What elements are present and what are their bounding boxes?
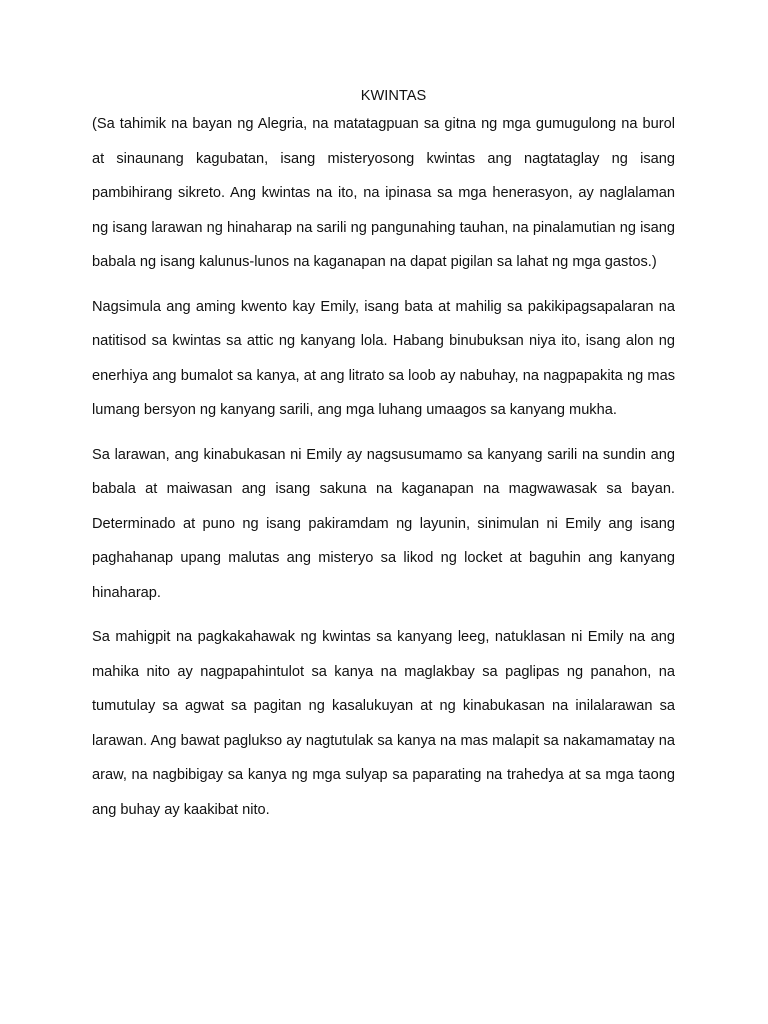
paragraph-2: Nagsimula ang aming kwento kay Emily, isang bata at mahilig sa pakikipagsapalaran na natitisod sa kwintas sa attic ng kanyang lola. Habang binubuksan niya ito, isang alon ng enerhiya ang bumalot sa kanya, at ang litrato sa loob ay nabuhay, na nagpapakita ng mas lumang bersyon ng kanyang sarili, ang mga luhang umaagos sa kanyang mukha. <box>92 298 675 418</box>
paragraph-3: Sa larawan, ang kinabukasan ni Emily ay nagsusumamo sa kanyang sarili na sundin ang babala at maiwasan ang isang sakuna na kaganapan na magwawasak sa bayan. Determinado at puno ng isang pakiramdam ng layunin, sinimulan ni Emily ang isang paghahanap upang malutas ang misteryo sa likod ng locket at baguhin ang kanyang hinaharap. <box>92 446 675 601</box>
paragraph-4: Sa mahigpit na pagkakahawak ng kwintas sa kanyang leeg, natuklasan ni Emily na ang mahika nito ay nagpapahintulot sa kanya na maglakbay sa paglipas ng panahon, na tumutulay sa agwat sa pagitan ng kasalukuyan at ng kinabukasan na inilalarawan sa larawan. Ang bawat paglukso ay nagtutulak sa kanya na mas malapit sa nakamamatay na araw, na nagbibigay sa kanya ng mga sulyap sa paparating na trahedya at sa mga taong ang buhay ay kaakibat nito. <box>92 629 675 818</box>
document-body <box>92 85 675 837</box>
paragraph-intro: (Sa tahimik na bayan ng Alegria, na matatagpuan sa gitna ng mga gumugulong na burol at sinaunang kagubatan, isang misteryosong kwintas ang nagtataglay ng isang pambihirang sikreto. Ang kwintas na ito, na ipinasa sa mga henerasyon, ay naglalaman ng isang larawan ng hinaharap na sarili ng pangunahing tauhan, na pinalamutian ng isang babala ng isang kalunus-lunos na kaganapan na dapat pigilan sa lahat ng mga gastos.) <box>92 116 675 270</box>
document-title: KWINTAS <box>360 88 427 104</box>
